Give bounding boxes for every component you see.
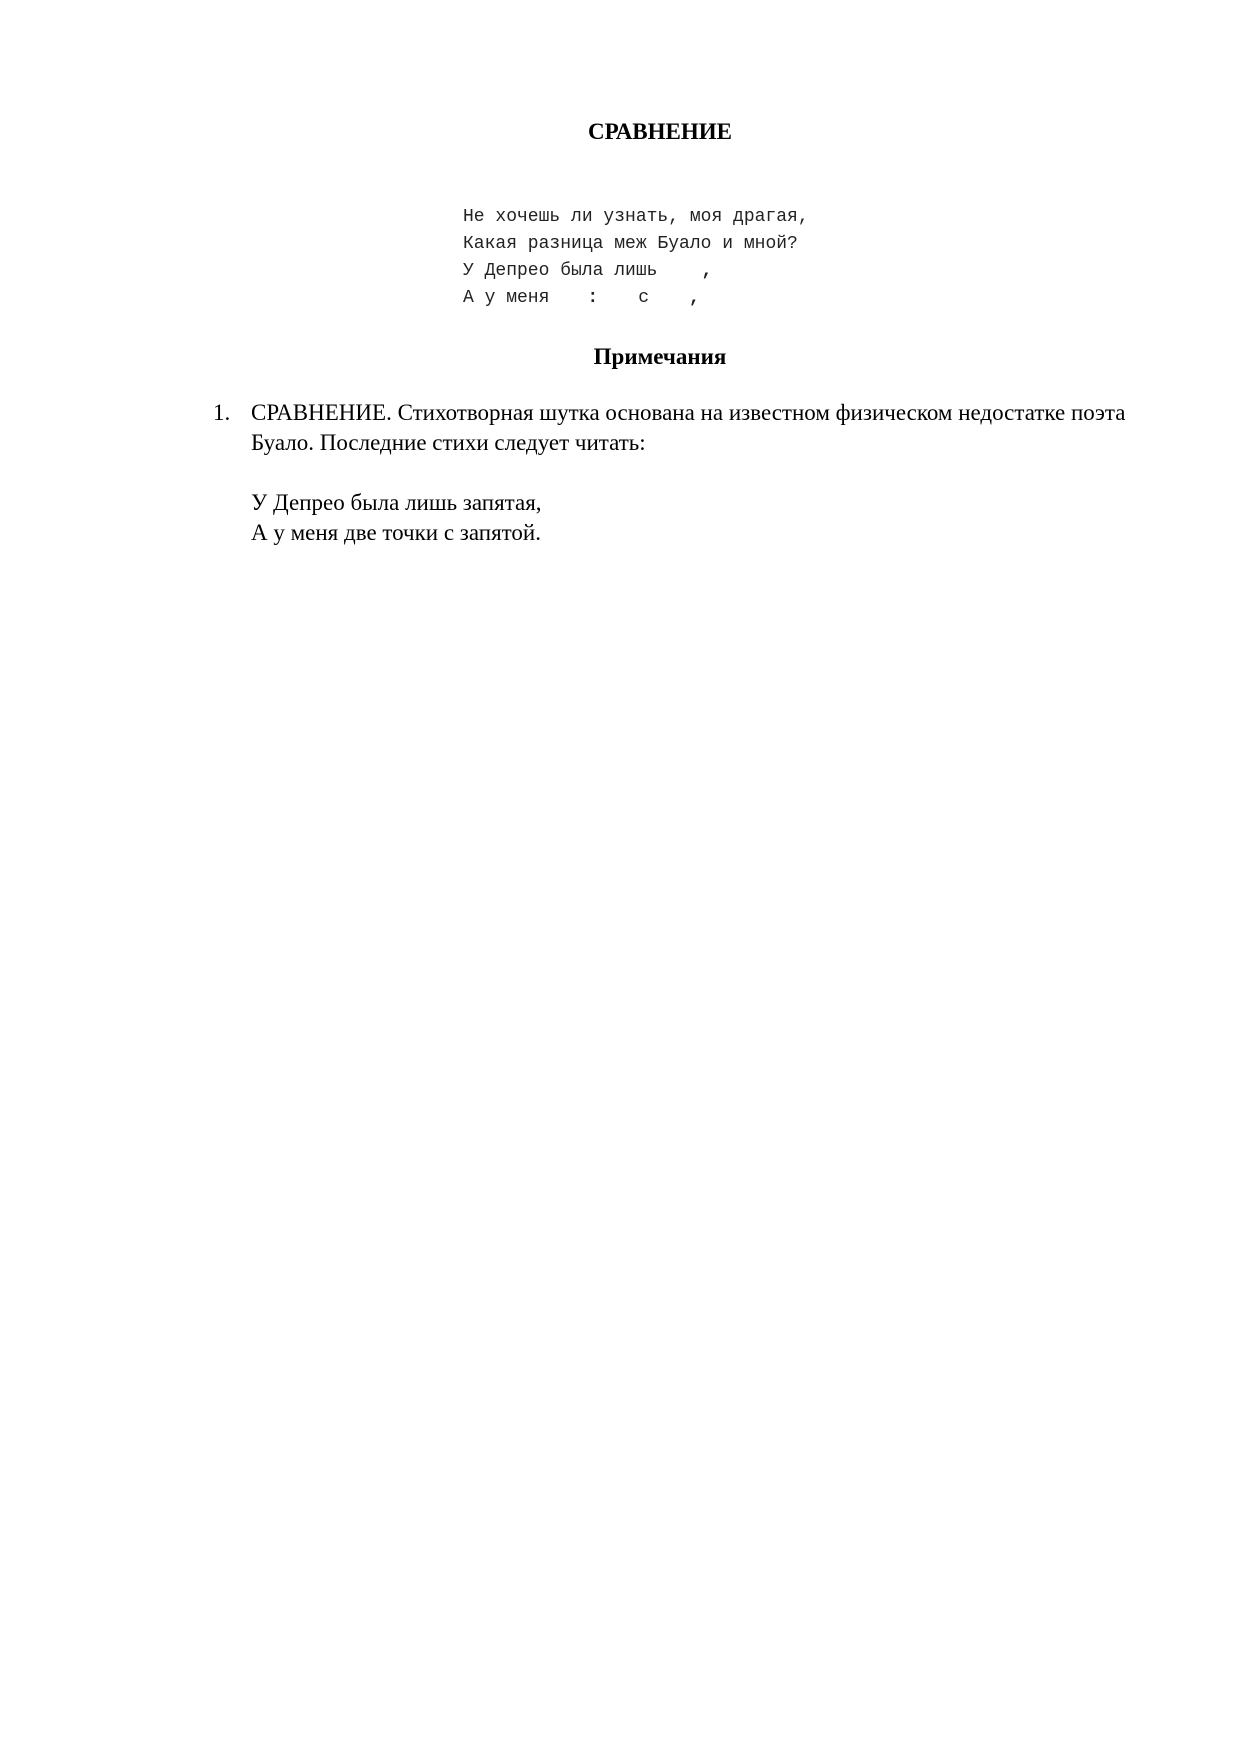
poem-line-4-text: А у меня [463, 288, 550, 308]
poem-line-3 [463, 258, 809, 285]
poem-line-4 [463, 285, 809, 312]
notes-heading: Примечания [593, 344, 727, 369]
note-number: 1. [213, 400, 231, 425]
poem-line-2: Какая разница меж Буало и мной? [463, 234, 798, 254]
note-quote-line-1: У Депрео была лишь запятая, [251, 490, 542, 515]
note-quote [251, 488, 1161, 548]
note-quote-line-2: А у меня две точки с запятой. [251, 520, 541, 545]
poem-line-3-text: У Депрео была лишь [463, 261, 658, 281]
poem [463, 204, 809, 312]
poem-colon: : [587, 288, 599, 308]
note-text: СРАВНЕНИЕ. Стихотворная шутка основана на известном физическом недостатке поэта Буало. Последние стихи следует читать: [251, 400, 1126, 455]
poem-comma: , [701, 261, 713, 281]
page-title: СРАВНЕНИЕ [587, 119, 733, 144]
poem-c: с [638, 288, 650, 308]
poem-line-1: Не хочешь ли узнать, моя драгая, [463, 207, 809, 227]
note-body [251, 398, 1161, 548]
poem-comma: , [689, 288, 700, 308]
